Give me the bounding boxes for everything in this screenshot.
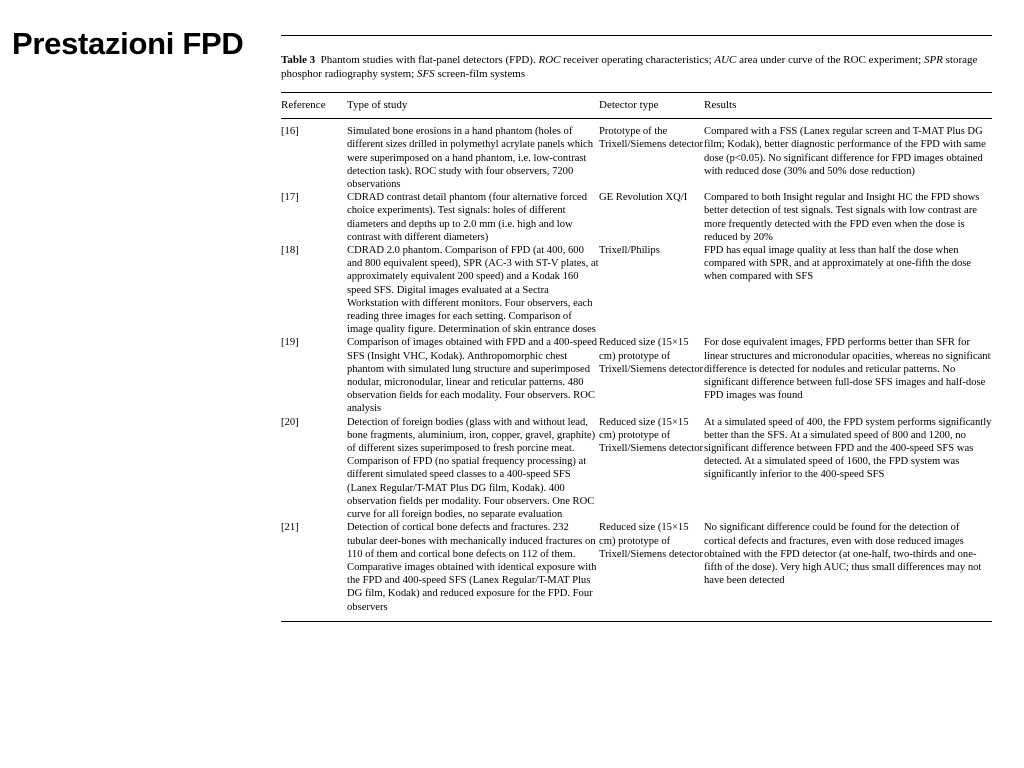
detector-type-cell: Trixell/Philips	[599, 245, 660, 257]
table-block	[281, 35, 992, 622]
caption-abbreviation: SPR	[923, 54, 943, 66]
results-cell: At a simulated speed of 400, the FPD system performs significantly better than the SFS. At a simulated speed of 800 and 1200, no significant difference between FPD and the 400-speed SFS was detected. At a simulated speed of 1600, the FPD system was significantly inferior to the 400-speed SFS	[704, 416, 992, 481]
type-of-study-cell: CDRAD 2.0 phantom. Comparison of FPD (at 400, 600 and 800 equivalent speed), SPR (AC-3 with ST-V plates, at approximately equivalent 200 speed) and a Kodak 160 speed SFS. Digital images evaluated at a Sectra Workstation with different monitors. Four observers, each reading three images for each setting. Comparison of image quality figure. Determination of skin entrance doses	[347, 245, 599, 336]
reference-cell: [20]	[281, 416, 299, 428]
table-row	[281, 521, 992, 621]
results-table	[281, 92, 992, 622]
caption-abbreviation: ROC	[538, 54, 561, 66]
caption-fragment: area under curve of the ROC experiment;	[736, 54, 924, 66]
reference-cell: [19]	[281, 337, 299, 349]
slide-title: Prestazioni FPD	[12, 26, 244, 61]
table-caption	[281, 54, 992, 92]
table-row	[281, 119, 992, 192]
results-cell: FPD has equal image quality at less than half the dose when compared with SPR, and at approximately at one-fifth the dose when compared with SFS	[704, 245, 972, 283]
top-rule	[281, 35, 992, 36]
table-caption-number: Table 3	[281, 54, 316, 66]
header-results: Results	[704, 93, 992, 119]
caption-fragment: receiver operating characteristics;	[560, 54, 715, 66]
reference-cell: [18]	[281, 245, 299, 257]
type-of-study-cell: Detection of foreign bodies (glass with and without lead, bone fragments, aluminium, iron, copper, gravel, graphite) of different sizes superimposed to fresh porcine meat. Comparison of FPD (no spatial frequency processing) at different simulated speed classes to a 400-speed SFS (Lanex Regular/T-MAT Plus DG film, Kodak). 400 observation fields per modality. Four observers. One ROC curve for all foreign bodies, no separate evaluation	[347, 416, 596, 521]
caption-fragment: screen-film systems	[434, 67, 526, 80]
table-header-row	[281, 93, 992, 119]
results-cell: No significant difference could be found for the detection of cortical defects and fractures, even with dose reduced images obtained with the FPD detector (at one-half, two-thirds and one-fifth of the dose). Very high AUC; thus small differences may not have been detected	[704, 521, 992, 621]
results-cell: For dose equivalent images, FPD performs better than SFR for linear structures and micronodular opacities, whereas no significant difference is detected for nodules and reticular patterns. No significant difference between full-dose SFS images and half-dose FPD images was found	[704, 337, 991, 402]
table-caption-text	[281, 54, 977, 80]
table-row	[281, 336, 992, 415]
results-cell: Compared with a FSS (Lanex regular screen and T-MAT Plus DG film; Kodak), better diagnostic performance of the FPD with same dose (p<0.05). No significant difference for FPD images obtained with reduced dose (30% and 50% dose reduction)	[704, 126, 986, 177]
header-type-of-study: Type of study	[347, 93, 599, 119]
type-of-study-cell: Comparison of images obtained with FPD and a 400-speed SFS (Insight VHC, Kodak). Anthropomorphic chest phantom with simulated lung structure and superimposed nodular, micronodular, linear and reticular patterns. 480 observation fields for each modality. Four observers. ROC analysis	[347, 337, 598, 415]
results-cell: Compared to both Insight regular and Insight HC the FPD shows better detection of test signals. Test signals with low contrast are more frequently detected with the FPD even when the dose is reduced by 20%	[704, 192, 980, 243]
caption-fragment: Phantom studies with flat-panel detectors (FPD).	[320, 54, 539, 66]
caption-abbreviation: SFS	[416, 67, 435, 80]
reference-cell: [21]	[281, 521, 347, 621]
table-row	[281, 416, 992, 522]
caption-fragment: storage phosphor radiography system;	[281, 54, 978, 80]
detector-type-cell: Prototype of the Trixell/Siemens detector	[599, 126, 704, 151]
reference-cell: [17]	[281, 192, 299, 204]
reference-cell: [16]	[281, 126, 299, 138]
header-reference: Reference	[281, 93, 347, 119]
detector-type-cell: Reduced size (15×15 cm) prototype of Trixell/Siemens detector	[599, 521, 704, 621]
type-of-study-cell: CDRAD contrast detail phantom (four alternative forced choice experiments). Test signals: holes of different diameters and depths up to 2.0 mm (i.e. high and low contrast with different diameters)	[347, 192, 588, 243]
type-of-study-cell: Simulated bone erosions in a hand phantom (holes of different sizes drilled in polymethyl acrylate panels which were superimposed on a hand phantom, i.e. low-contrast detection task). ROC study with four observers, 7200 observations	[347, 126, 594, 191]
table-row	[281, 244, 992, 336]
header-detector-type: Detector type	[599, 93, 704, 119]
table-row	[281, 191, 992, 244]
detector-type-cell: Reduced size (15×15 cm) prototype of Trixell/Siemens detector	[599, 416, 704, 455]
detector-type-cell: Reduced size (15×15 cm) prototype of Trixell/Siemens detector	[599, 337, 704, 375]
table-body	[281, 119, 992, 622]
detector-type-cell: GE Revolution XQ/I	[599, 192, 688, 204]
caption-abbreviation: AUC	[714, 54, 737, 66]
type-of-study-cell: Detection of cortical bone defects and fractures. 232 tubular deer-bones with mechanically induced fractures on 110 of them and cortical bone defects on 112 of them. Comparative images obtained with identical exposure with the FPD and 400-speed SFS (Lanex Regular/T-MAT Plus DG film, Kodak) and reduced exposure for the FPD. Four observers	[347, 521, 599, 621]
